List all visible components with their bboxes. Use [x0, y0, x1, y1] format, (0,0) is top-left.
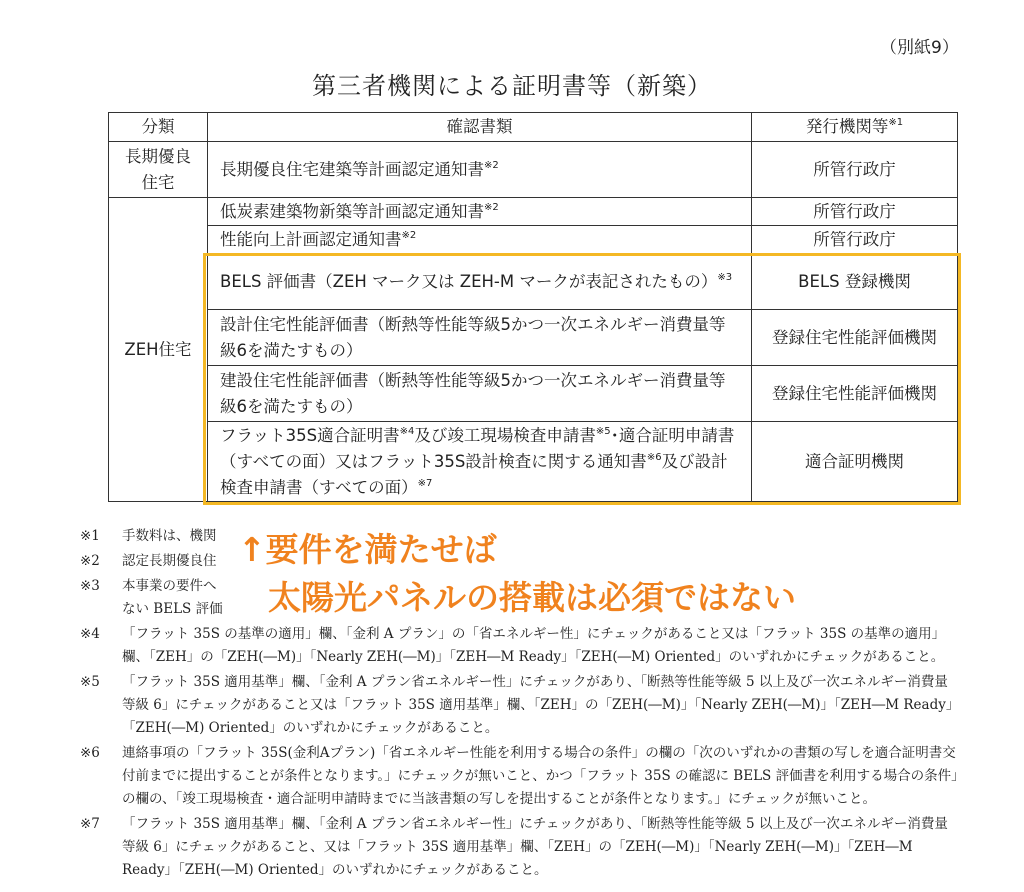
document-cell: 低炭素建築物新築等計画認定通知書$^{※2}$ [208, 198, 752, 226]
attachment-label: （別紙9） [880, 38, 959, 58]
footnote: ※5 「フラット 35S 適用基準」欄、「金利 A プラン省エネルギー性」にチェックがあり、「断熱等性能等級 5 以上及び一次エネルギー消費量等級 6」にチェックがあること又は「フラット 35S 適用基準」欄、「ZEH」の「ZEH(―M)」「Nearly ZEH(―M)」「ZEH―M Ready」「ZEH(―M) Oriented」のいずれかにチェックがあること。 [80, 674, 960, 736]
header-issuer-note: ※1 [888, 117, 904, 128]
page-title: 第三者機関による証明書等（新築） [312, 72, 712, 100]
issuer-cell: BELS 登録機関 [752, 254, 958, 310]
footnote: ※6 連絡事項の「フラット 35S(金利Aプラン)「省エネルギー性能を利用する場合の条件」の欄の「次のいずれかの書類の写しを適合証明書交付前までに提出することが条件となります。」にチェックが無いこと、かつ「フラット 35S の確認に BELS 評価書を利用する場合の条件」の欄の、「竣工現場検査・適合証明申請時までに当該書類の写しを提出することが条件となります。」にチェックが無いこと。 [80, 745, 958, 807]
issuer-cell: 所管行政庁 [752, 142, 958, 198]
document-cell: 建設住宅性能評価書（断熱等性能等級5かつ一次エネルギー消費量等級6を満たすもの） [208, 366, 752, 422]
footnote: ※7 「フラット 35S 適用基準」欄、「金利 A プラン省エネルギー性」にチェックがあり、「断熱等性能等級 5 以上及び一次エネルギー消費量等級 6」にチェックがあること、又は「フラット 35S 適用基準」欄、「ZEH」の「ZEH(―M)」「Nearly ZEH(―M)」「ZEH―M Ready」「ZEH(―M) Oriented」のいずれかにチェックがあること。 [80, 816, 948, 878]
header-documents: 確認書類 [208, 113, 752, 142]
document-cell: BELS 評価書（ZEH マーク又は ZEH-M マークが表記されたもの）$^{※3}$ [208, 254, 752, 310]
category-long-life: 長期優良 住宅 [109, 142, 208, 198]
header-issuer: 発行機関等$^{※1}$ [752, 113, 958, 142]
table-header-row [109, 113, 958, 142]
issuer-cell: 適合証明機関 [752, 422, 958, 502]
table-row [109, 198, 958, 226]
footnote: ※4 「フラット 35S の基準の適用」欄、「金利 A プラン」の「省エネルギー性」にチェックがあること又は「フラット 35S の基準の適用」欄、「ZEH」の「ZEH(―M)」「Nearly ZEH(―M)」「ZEH―M Ready」「ZEH(―M) Oriented」のいずれかにチェックがあること。 [80, 626, 946, 665]
certificate-table [108, 112, 958, 502]
issuer-cell: 登録住宅性能評価機関 [752, 366, 958, 422]
issuer-cell: 所管行政庁 [752, 198, 958, 226]
table-row [109, 254, 958, 310]
issuer-cell: 所管行政庁 [752, 226, 958, 254]
callout-line-2: 太陽光パネルの搭載は必須ではない [268, 576, 802, 620]
footnote: ※3 本事業の要件へ ない BELS 評価 [80, 578, 223, 617]
table-row [109, 226, 958, 254]
header-category: 分類 [109, 113, 208, 142]
table-row [109, 422, 958, 502]
document-cell: 性能向上計画認定通知書$^{※2}$ [208, 226, 752, 254]
issuer-cell: 登録住宅性能評価機関 [752, 310, 958, 366]
category-zeh: ZEH住宅 [109, 198, 208, 502]
table-row [109, 366, 958, 422]
document-cell: 設計住宅性能評価書（断熱等性能等級5かつ一次エネルギー消費量等級6を満たすもの） [208, 310, 752, 366]
table-row [109, 142, 958, 198]
document-cell: フラット35S適合証明書$^{※4}$及び竣工現場検査申請書$^{※5}$･適合証明申請書（すべての面）又はフラット35S設計検査に関する通知書$^{※6}$及び設計検査申請書（すべての面）$^{※7}$ [208, 422, 752, 502]
document-cell: 長期優良住宅建築等計画認定通知書$^{※2}$ [208, 142, 752, 198]
table-row [109, 310, 958, 366]
footnote: ※1 手数料は、機関 [80, 528, 217, 544]
callout-line-1: ↑要件を満たせば [238, 528, 503, 572]
footnote: ※2 認定長期優良住 [80, 553, 217, 569]
